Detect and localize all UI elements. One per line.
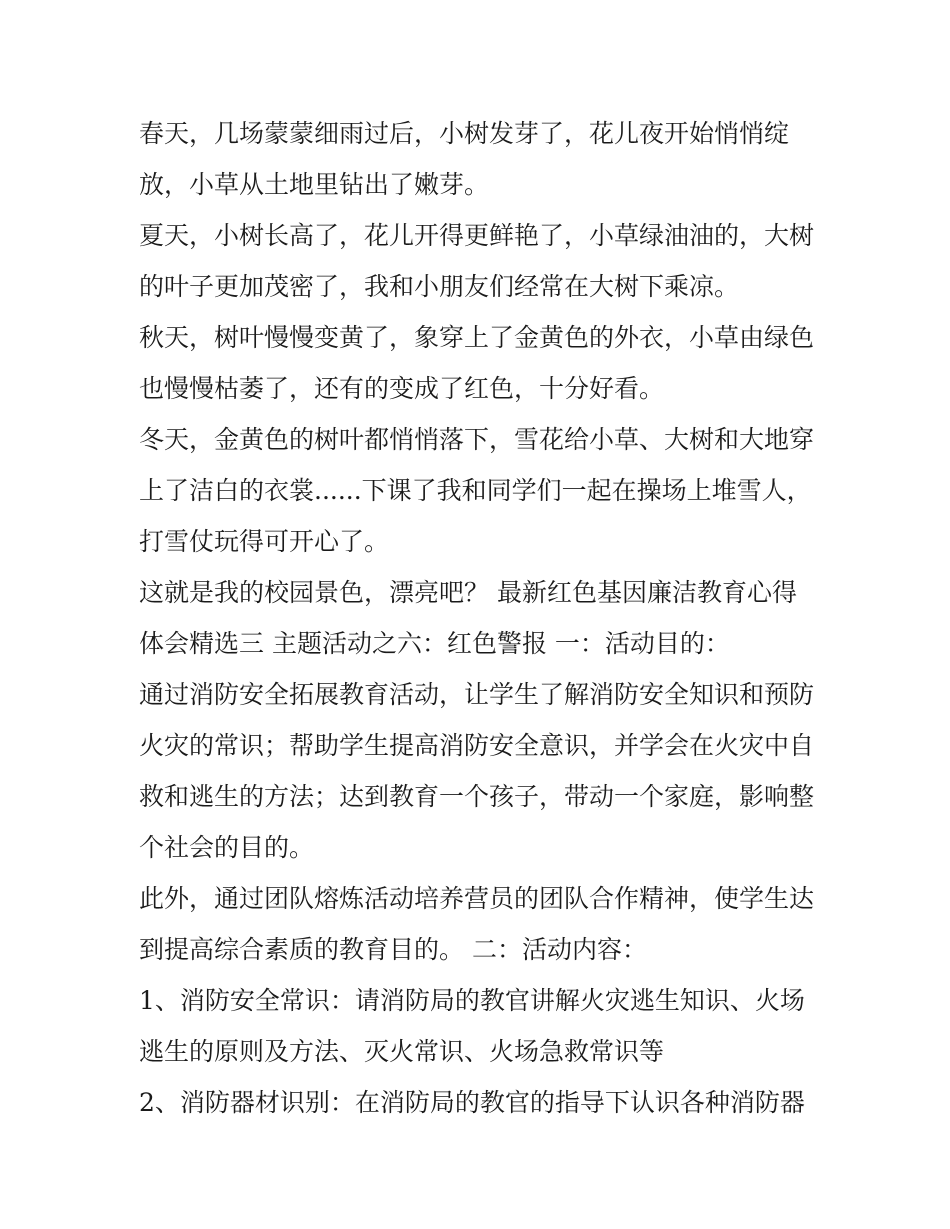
text-line: 通过消防安全拓展教育活动，让学生了解消防安全知识和预防 [139,680,815,709]
text-line: 冬天，金黄色的树叶都悄悄落下，雪花给小草、大树和大地穿 [139,425,815,454]
text-line: 上了洁白的衣裳......下课了我和同学们一起在操场上堆雪人， [139,476,812,505]
text-line: 打雪仗玩得可开心了。 [139,527,390,556]
text-line: 此外，通过团队熔炼活动培养营员的团队合作精神，使学生达 [139,884,815,913]
text-line: 逃生的原则及方法、灭火常识、火场急救常识等 [139,1037,665,1066]
text-line: 春天，几场蒙蒙细雨过后，小树发芽了，花儿夜开始悄悄绽 [139,119,790,148]
document-body [139,108,819,1128]
text-line: 体会精选三 主题活动之六：红色警报 一：活动目的： [139,629,730,658]
text-line: 放，小草从土地里钻出了嫩芽。 [139,170,490,199]
text-line: 火灾的常识；帮助学生提高消防安全意识，并学会在火灾中自 [139,731,815,760]
text-line: 到提高综合素质的教育目的。 二：活动内容： [139,935,647,964]
text-line: 个社会的目的。 [139,833,315,862]
text-line: 救和逃生的方法；达到教育一个孩子，带动一个家庭，影响整 [139,782,815,811]
text-line: 2、消防器材识别：在消防局的教官的指导下认识各种消防器 [139,1088,805,1117]
text-line: 这就是我的校园景色，漂亮吧？ 最新红色基因廉洁教育心得 [139,578,797,607]
text-line: 也慢慢枯萎了，还有的变成了红色，十分好看。 [139,374,665,403]
text-line: 的叶子更加茂密了，我和小朋友们经常在大树下乘凉。 [139,272,740,301]
text-line: 1、消防安全常识：请消防局的教官讲解火灾逃生知识、火场 [139,986,805,1015]
text-line: 夏天，小树长高了，花儿开得更鲜艳了，小草绿油油的，大树 [139,221,815,250]
text-line: 秋天，树叶慢慢变黄了，象穿上了金黄色的外衣，小草由绿色 [139,323,815,352]
